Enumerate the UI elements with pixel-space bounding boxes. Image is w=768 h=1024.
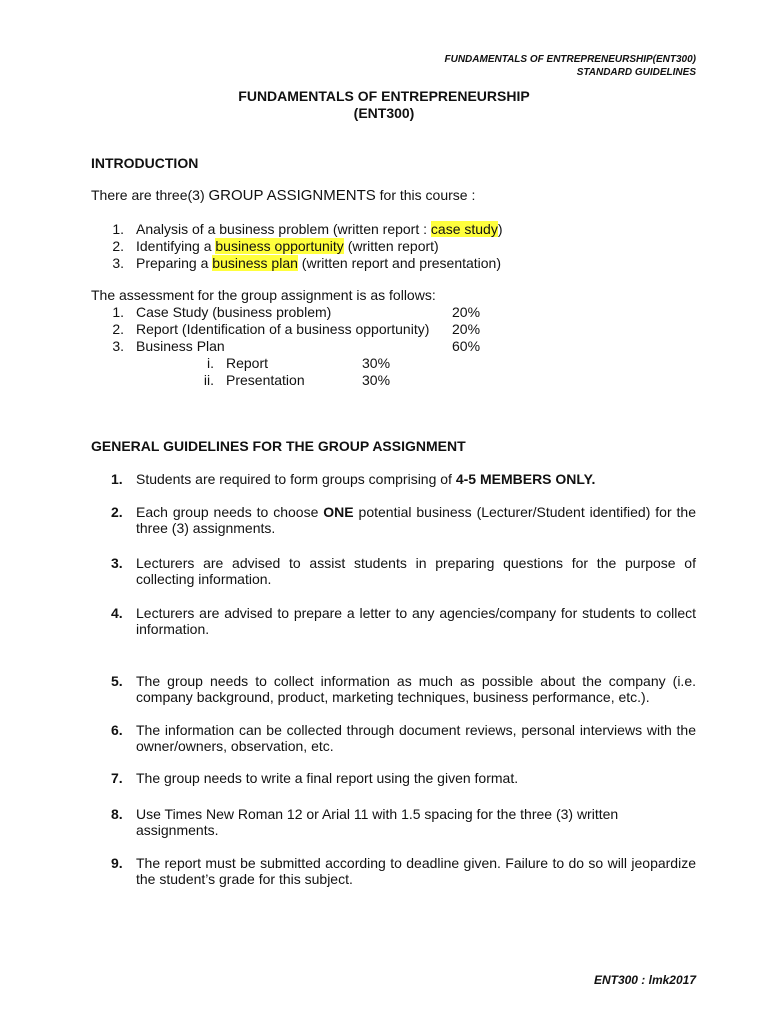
highlighted-text: case study [430, 221, 498, 237]
guideline-item [111, 471, 696, 487]
guideline-text: Use Times New Roman 12 or Arial 11 with 1.5 spacing for the three (3) written assignments. [136, 806, 619, 838]
assessment-lead: The assessment for the group assignment is as follows: [91, 287, 436, 303]
guideline-item [111, 605, 696, 637]
list-text-end: (written report) [343, 238, 439, 254]
guideline-number: 2. [111, 504, 123, 520]
assessment-sub-row [100, 355, 700, 372]
assessment-number: 3. [112, 338, 124, 354]
list-item [100, 221, 700, 238]
document-title-line1: FUNDAMENTALS OF ENTREPRENEURSHIP [238, 88, 530, 104]
guideline-item [111, 806, 696, 838]
guideline-text: The information can be collected through document reviews, personal interviews with the owner/owners, observation, etc. [136, 722, 696, 754]
list-number: 1. [112, 221, 124, 237]
guideline-item [111, 555, 696, 587]
assessment-percent: 20% [452, 304, 481, 320]
assessment-list [100, 304, 700, 389]
guideline-item [111, 504, 696, 536]
guideline-number: 4. [111, 605, 123, 621]
list-number: 2. [112, 238, 124, 254]
assessment-label: Case Study (business problem) [136, 304, 332, 320]
list-text-end: ) [497, 221, 503, 237]
assessment-label: Business Plan [136, 338, 225, 354]
guideline-text: Students are required to form groups comprising of [136, 471, 456, 487]
list-item [100, 255, 700, 272]
guideline-number: 3. [111, 555, 123, 571]
running-header [445, 53, 697, 79]
list-item [100, 238, 700, 255]
guideline-item [111, 855, 696, 887]
assessment-sub-number: ii. [203, 372, 214, 388]
list-text: Analysis of a business problem (written report : [136, 221, 431, 237]
introduction-lead-prefix: There are three(3) [91, 187, 209, 203]
document-title [0, 88, 768, 122]
guideline-text: Each group needs to choose [136, 504, 324, 520]
introduction-lead-suffix: for this course : [375, 187, 476, 203]
assessment-number: 2. [112, 321, 124, 337]
assessment-sub-number: i. [207, 355, 214, 371]
list-number: 3. [112, 255, 124, 271]
introduction-lead-emphasis: GROUP ASSIGNMENTS [208, 187, 376, 204]
assessment-row [100, 338, 700, 355]
assessment-row [100, 304, 700, 321]
guideline-text-end: potential business (Lecturer/Student identified) for the three (3) assignments. [136, 504, 696, 536]
guideline-text: The report must be submitted according to deadline given. Failure to do so will jeopardize the student’s grade for this subject. [136, 855, 696, 887]
page-footer: ENT300 : lmk2017 [593, 973, 696, 987]
header-subtitle: STANDARD GUIDELINES [576, 67, 696, 78]
assessment-percent: 20% [452, 321, 481, 337]
guideline-text: The group needs to collect information as much as possible about the company (i.e. company background, product, marketing techniques, business performance, etc.). [136, 673, 696, 705]
guideline-number: 7. [111, 770, 123, 786]
guideline-bold-text: ONE [323, 504, 354, 520]
guideline-number: 6. [111, 722, 123, 738]
introduction-heading: INTRODUCTION [91, 155, 199, 171]
highlighted-text: business plan [212, 255, 298, 271]
assessment-percent: 60% [452, 338, 481, 354]
guideline-text: Lecturers are advised to assist students in preparing questions for the purpose of collecting information. [136, 555, 696, 587]
assessment-sub-percent: 30% [362, 372, 391, 388]
assessment-number: 1. [112, 304, 124, 320]
assessment-sub-percent: 30% [362, 355, 391, 371]
assessment-sub-row [100, 372, 700, 389]
guideline-bold-text: 4-5 MEMBERS ONLY. [455, 471, 596, 487]
highlighted-text: business opportunity [215, 238, 344, 254]
header-course-title: FUNDAMENTALS OF ENTREPRENEURSHIP(ENT300) [444, 54, 696, 65]
assessment-row [100, 321, 700, 338]
guidelines-heading: GENERAL GUIDELINES FOR THE GROUP ASSIGNMENT [91, 438, 466, 454]
guideline-number: 1. [111, 471, 123, 487]
document-title-line2: (ENT300) [353, 105, 415, 121]
list-text: Preparing a [136, 255, 213, 271]
guideline-number: 9. [111, 855, 123, 871]
guideline-item [111, 673, 696, 705]
guideline-item [111, 722, 696, 754]
assessment-sub-label: Report [226, 355, 269, 371]
assignment-list [100, 221, 700, 272]
list-text-end: (written report and presentation) [297, 255, 502, 271]
list-text: Identifying a [136, 238, 216, 254]
guideline-number: 8. [111, 806, 123, 822]
guideline-item [111, 770, 696, 786]
guideline-text: Lecturers are advised to prepare a letter to any agencies/company for students to collect information. [136, 605, 696, 637]
introduction-lead [91, 187, 475, 204]
assessment-label: Report (Identification of a business opportunity) [136, 321, 430, 337]
guideline-text: The group needs to write a final report using the given format. [136, 770, 519, 786]
assessment-sub-label: Presentation [226, 372, 305, 388]
guideline-number: 5. [111, 673, 123, 689]
